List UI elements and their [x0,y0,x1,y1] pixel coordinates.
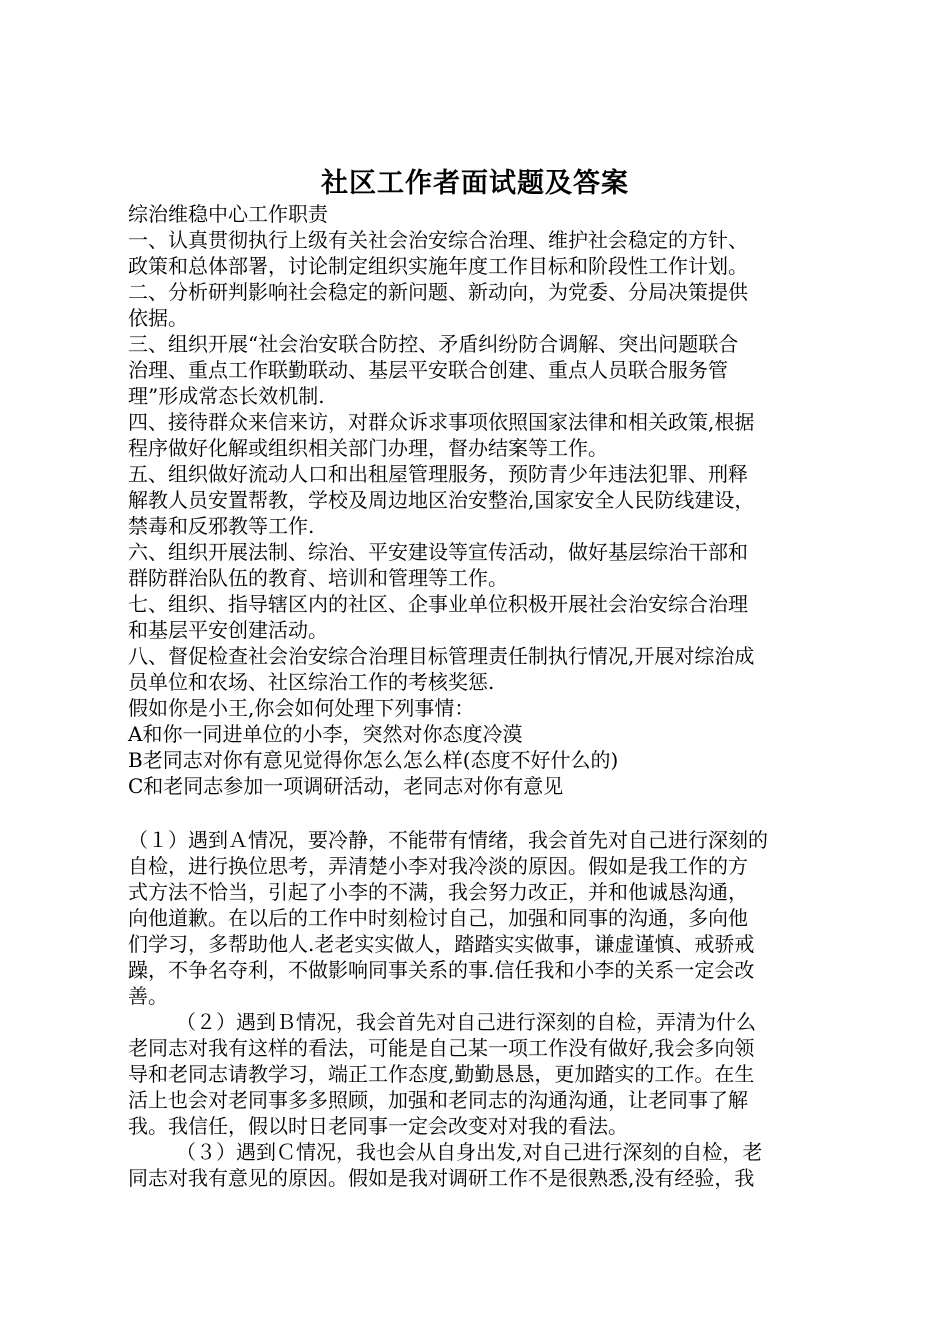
duty-item-7 [128,591,840,643]
text-line: 治理、重点工作联勤联动、基层平安联合创建、重点人员联合服务管 [128,358,728,382]
text-line: C和老同志参加一项调研活动，老同志对你有意见 [128,774,564,798]
text-line: 躁，不争名夺利，不做影响同事关系的事.信任我和小李的关系一定会改 [128,958,755,982]
text-line: 二、分析研判影响社会稳定的新问题、新动向，为党委、分局决策提供 [128,280,748,304]
text-line: 三、组织开展“社会治安联合防控、矛盾纠纷防合调解、突出问题联合 [128,332,739,356]
text-line: 四、接待群众来信来访，对群众诉求事项依照国家法律和相关政策,根据 [128,410,755,434]
text-line: 们学习，多帮助他人.老老实实做人，踏踏实实做事，谦虚谨慎、戒骄戒 [128,932,755,956]
duty-item-8 [128,643,840,695]
text-line: （３）遇到Ｃ情况，我也会从自身出发,对自己进行深刻的自检，老 [176,1140,763,1164]
text-line: （２）遇到Ｂ情况，我会首先对自己进行深刻的自检，弄清为什么 [176,1010,756,1034]
text-line: 解教人员安置帮教，学校及周边地区治安整治,国家安全人民防线建设， [128,488,755,512]
duty-item-2 [128,279,840,331]
text-line: B老同志对你有意见觉得你怎么怎么样(态度不好什么的) [128,748,619,772]
text-line: 八、督促检查社会治安综合治理目标管理责任制执行情况,开展对综治成 [128,644,755,668]
text-line: 群防群治队伍的教育、培训和管理等工作。 [128,566,508,590]
answer-3 [128,1139,840,1191]
text-line: 导和老同志请教学习，端正工作态度,勤勤恳恳，更加踏实的工作。在生 [128,1062,755,1086]
text-line: 禁毒和反邪教等工作. [128,514,315,538]
text-line: 政策和总体部署，讨论制定组织实施年度工作目标和阶段性工作计划。 [128,254,748,278]
text-line: 善。 [128,984,168,1008]
text-line: 假如你是小王,你会如何处理下列事情： [128,696,475,720]
text-line: A和你一同进单位的小李，突然对你态度冷漠 [128,722,523,746]
question-b [128,747,840,773]
question-c [128,773,840,799]
text-line: 向他道歉。在以后的工作中时刻检讨自己，加强和同事的沟通，多向他 [128,906,748,930]
text-line: 综治维稳中心工作职责 [128,202,328,226]
text-line: 同志对我有意见的原因。假如是我对调研工作不是很熟悉,没有经验，我 [128,1166,755,1190]
text-line: 一、认真贯彻执行上级有关社会治安综合治理、维护社会稳定的方针、 [128,228,748,252]
text-line: 程序做好化解或组织相关部门办理，督办结案等工作。 [128,436,608,460]
duty-item-5 [128,461,840,539]
text-line: 员单位和农场、社区综治工作的考核奖惩. [128,670,495,694]
question-intro [128,695,840,721]
section-heading [128,201,840,227]
answer-2 [128,1009,840,1139]
text-line: 式方法不恰当，引起了小李的不满，我会努力改正，并和他诚恳沟通， [128,880,748,904]
document-body [128,201,840,1191]
duty-item-1 [128,227,840,279]
document-title: 社区工作者面试题及答案 [321,168,629,199]
text-line: 老同志对我有这样的看法，可能是自己某一项工作没有做好,我会多向领 [128,1036,755,1060]
text-line: 我。我信任，假以时日老同事一定会改变对对我的看法。 [128,1114,628,1138]
answer-1 [128,827,840,1009]
question-a [128,721,840,747]
duty-item-4 [128,409,840,461]
text-line: 依据。 [128,306,188,330]
text-line: 活上也会对老同事多多照顾，加强和老同志的沟通沟通，让老同事了解 [128,1088,748,1112]
text-line: 六、组织开展法制、综治、平安建设等宣传活动，做好基层综治干部和 [128,540,748,564]
text-line: 七、组织、指导辖区内的社区、企事业单位积极开展社会治安综合治理 [128,592,748,616]
duty-item-6 [128,539,840,591]
text-line: 理”形成常态长效机制. [128,384,325,408]
text-line: 五、组织做好流动人口和出租屋管理服务，预防青少年违法犯罪、刑释 [128,462,748,486]
text-line: （１）遇到Ａ情况，要冷静，不能带有情绪，我会首先对自己进行深刻的 [128,828,768,852]
text-line: 和基层平安创建活动。 [128,618,328,642]
duty-item-3 [128,331,840,409]
text-line: 自检，进行换位思考，弄清楚小李对我冷淡的原因。假如是我工作的方 [128,854,748,878]
blank-line [128,799,840,827]
